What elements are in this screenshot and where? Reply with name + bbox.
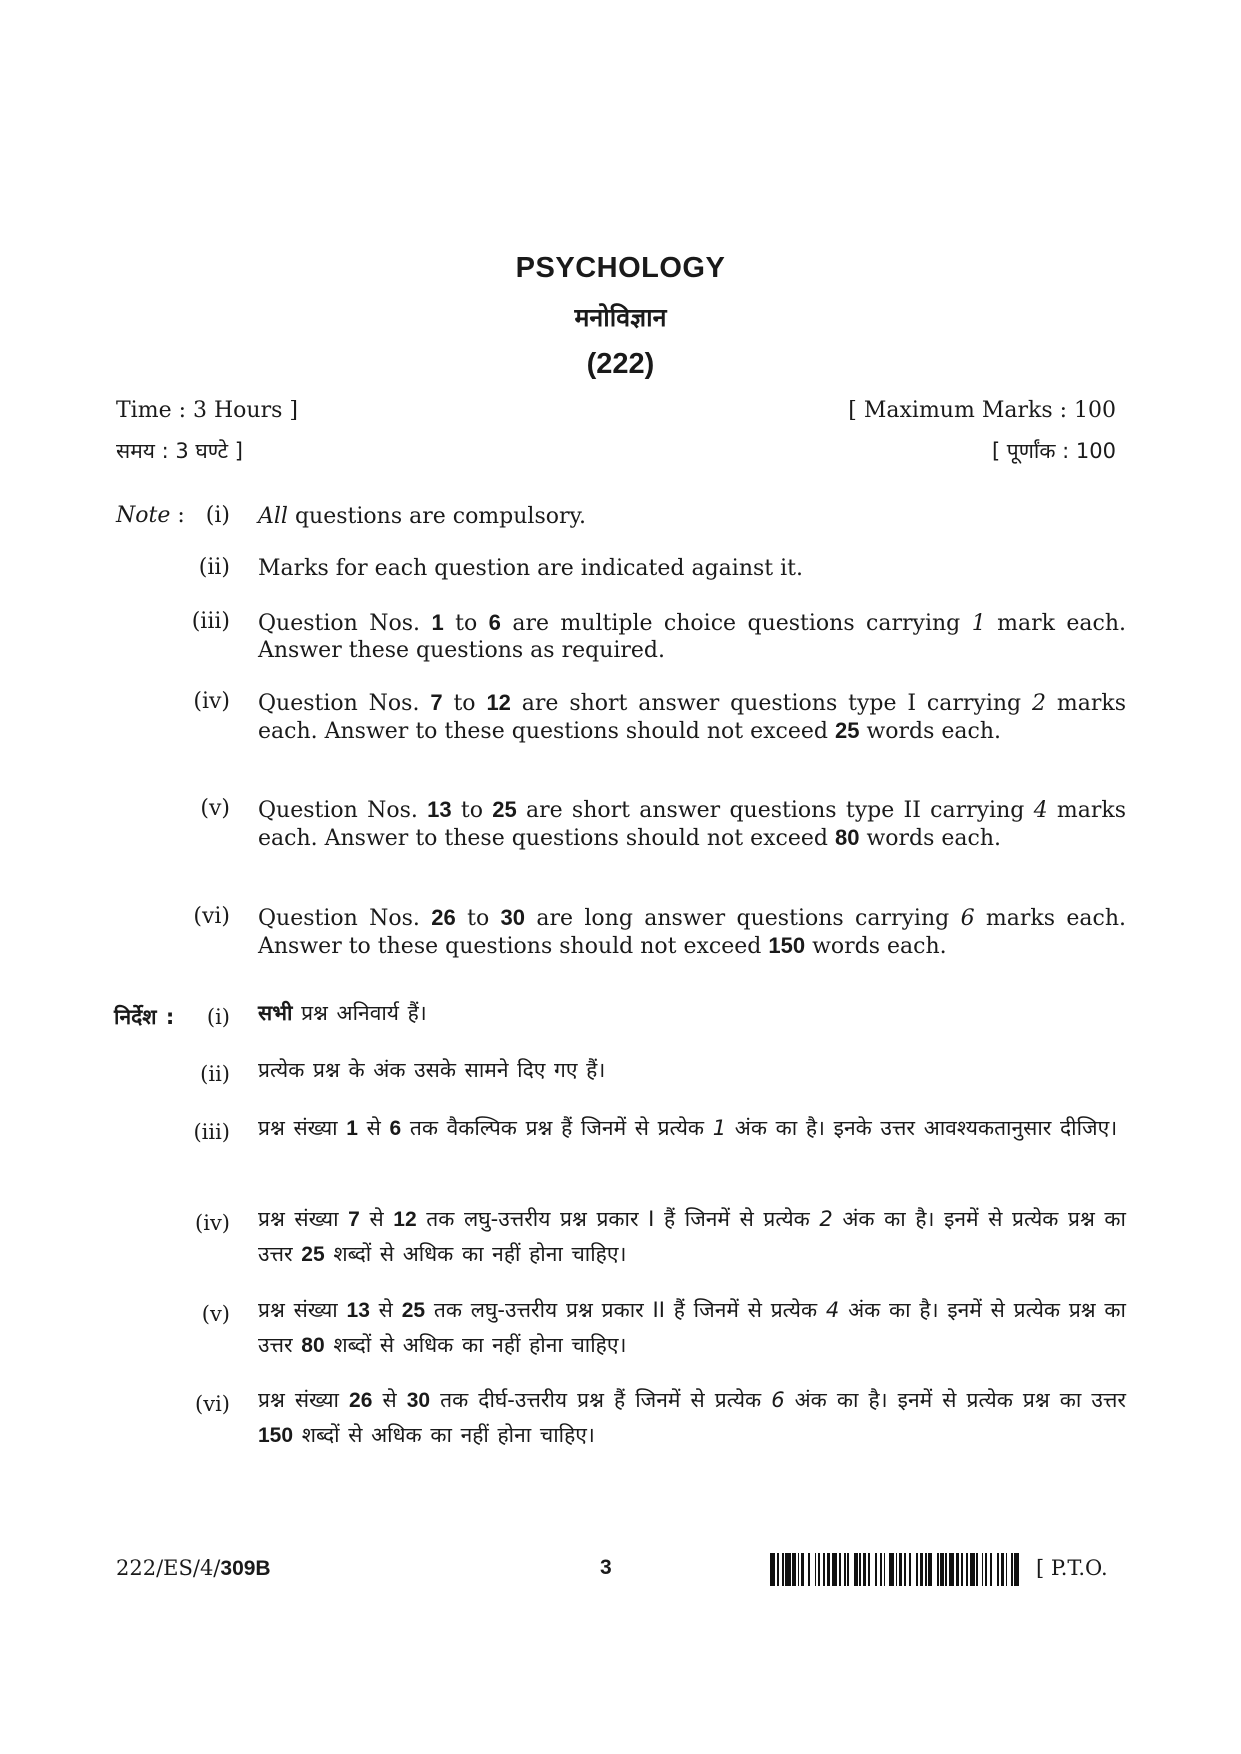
note-item-number: (i) [205, 503, 230, 528]
note-item-number: (ii) [198, 555, 230, 580]
note-label: Note : [116, 503, 185, 528]
note-item-text: प्रश्न संख्या 13 से 25 तक लघु-उत्तरीय प्रश्न प्रकार II हैं जिनमें से प्रत्येक 4 अंक का है। इनमें से प्रत्येक प्रश्न का उत्तर 80 शब्दों से अधिक का नहीं होना चाहिए। [258, 1298, 1126, 1357]
note-item-number: (iv) [193, 689, 230, 714]
note-label-hindi: निर्देश : [114, 1005, 175, 1029]
time-hindi: समय : 3 घण्टे ] [116, 439, 244, 463]
note-item-text: Question Nos. 1 to 6 are multiple choice questions carrying 1 mark each. Answer these questions as required. [258, 610, 1126, 663]
note-item-number: (vi) [195, 1392, 230, 1416]
note-item-text: सभी प्रश्न अनिवार्य हैं। [258, 1001, 427, 1025]
note-item-number: (v) [200, 796, 230, 821]
note-item-number: (vi) [193, 904, 230, 929]
max-marks-english: [ Maximum Marks : 100 [848, 398, 1116, 423]
max-marks-hindi: [ पूर्णांक : 100 [991, 439, 1116, 463]
note-item-text: Question Nos. 7 to 12 are short answer questions type I carrying 2 marks each. Answer to these questions should not exceed 25 words each. [258, 690, 1126, 744]
note-item-number: (iii) [193, 1120, 230, 1144]
note-item-number: (i) [206, 1005, 230, 1029]
note-item-text: प्रश्न संख्या 26 से 30 तक दीर्घ-उत्तरीय प्रश्न हैं जिनमें से प्रत्येक 6 अंक का है। इनमें से प्रत्येक प्रश्न का उत्तर 150 शब्दों से अधिक का नहीं होना चाहिए। [258, 1388, 1127, 1447]
note-item-text: All questions are compulsory. [258, 504, 587, 529]
pto-label: [ P.T.O. [1036, 1556, 1108, 1580]
paper-code: 222/ES/4/309B [116, 1556, 271, 1580]
note-item-number: (iv) [195, 1211, 230, 1235]
subject-code: (222) [586, 348, 655, 380]
note-item-text: प्रत्येक प्रश्न के अंक उसके सामने दिए गए हैं। [258, 1058, 606, 1082]
note-item-number: (ii) [200, 1062, 230, 1086]
time-english: Time : 3 Hours ] [116, 398, 298, 423]
note-item-text: प्रश्न संख्या 7 से 12 तक लघु-उत्तरीय प्रश्न प्रकार I हैं जिनमें से प्रत्येक 2 अंक का है। इनमें से प्रत्येक प्रश्न का उत्तर 25 शब्दों से अधिक का नहीं होना चाहिए। [258, 1207, 1126, 1266]
page-number: 3 [600, 1556, 612, 1579]
note-item-text: प्रश्न संख्या 1 से 6 तक वैकल्पिक प्रश्न हैं जिनमें से प्रत्येक 1 अंक का है। इनके उत्तर आवश्यकतानुसार दीजिए। [258, 1116, 1118, 1140]
note-item-number: (iii) [191, 609, 230, 634]
note-item-text: Question Nos. 13 to 25 are short answer questions type II carrying 4 marks each. Answer to these questions should not exceed 80 words each. [258, 797, 1126, 851]
paper-title: PSYCHOLOGY [515, 252, 726, 284]
note-item-text: Marks for each question are indicated against it. [258, 556, 803, 581]
note-item-text: Question Nos. 26 to 30 are long answer questions carrying 6 marks each. Answer to these questions should not exceed 150 words each. [258, 905, 1126, 959]
note-item-number: (v) [201, 1302, 230, 1326]
paper-title-hindi: मनोविज्ञान [574, 303, 667, 332]
barcode [770, 1553, 1020, 1586]
